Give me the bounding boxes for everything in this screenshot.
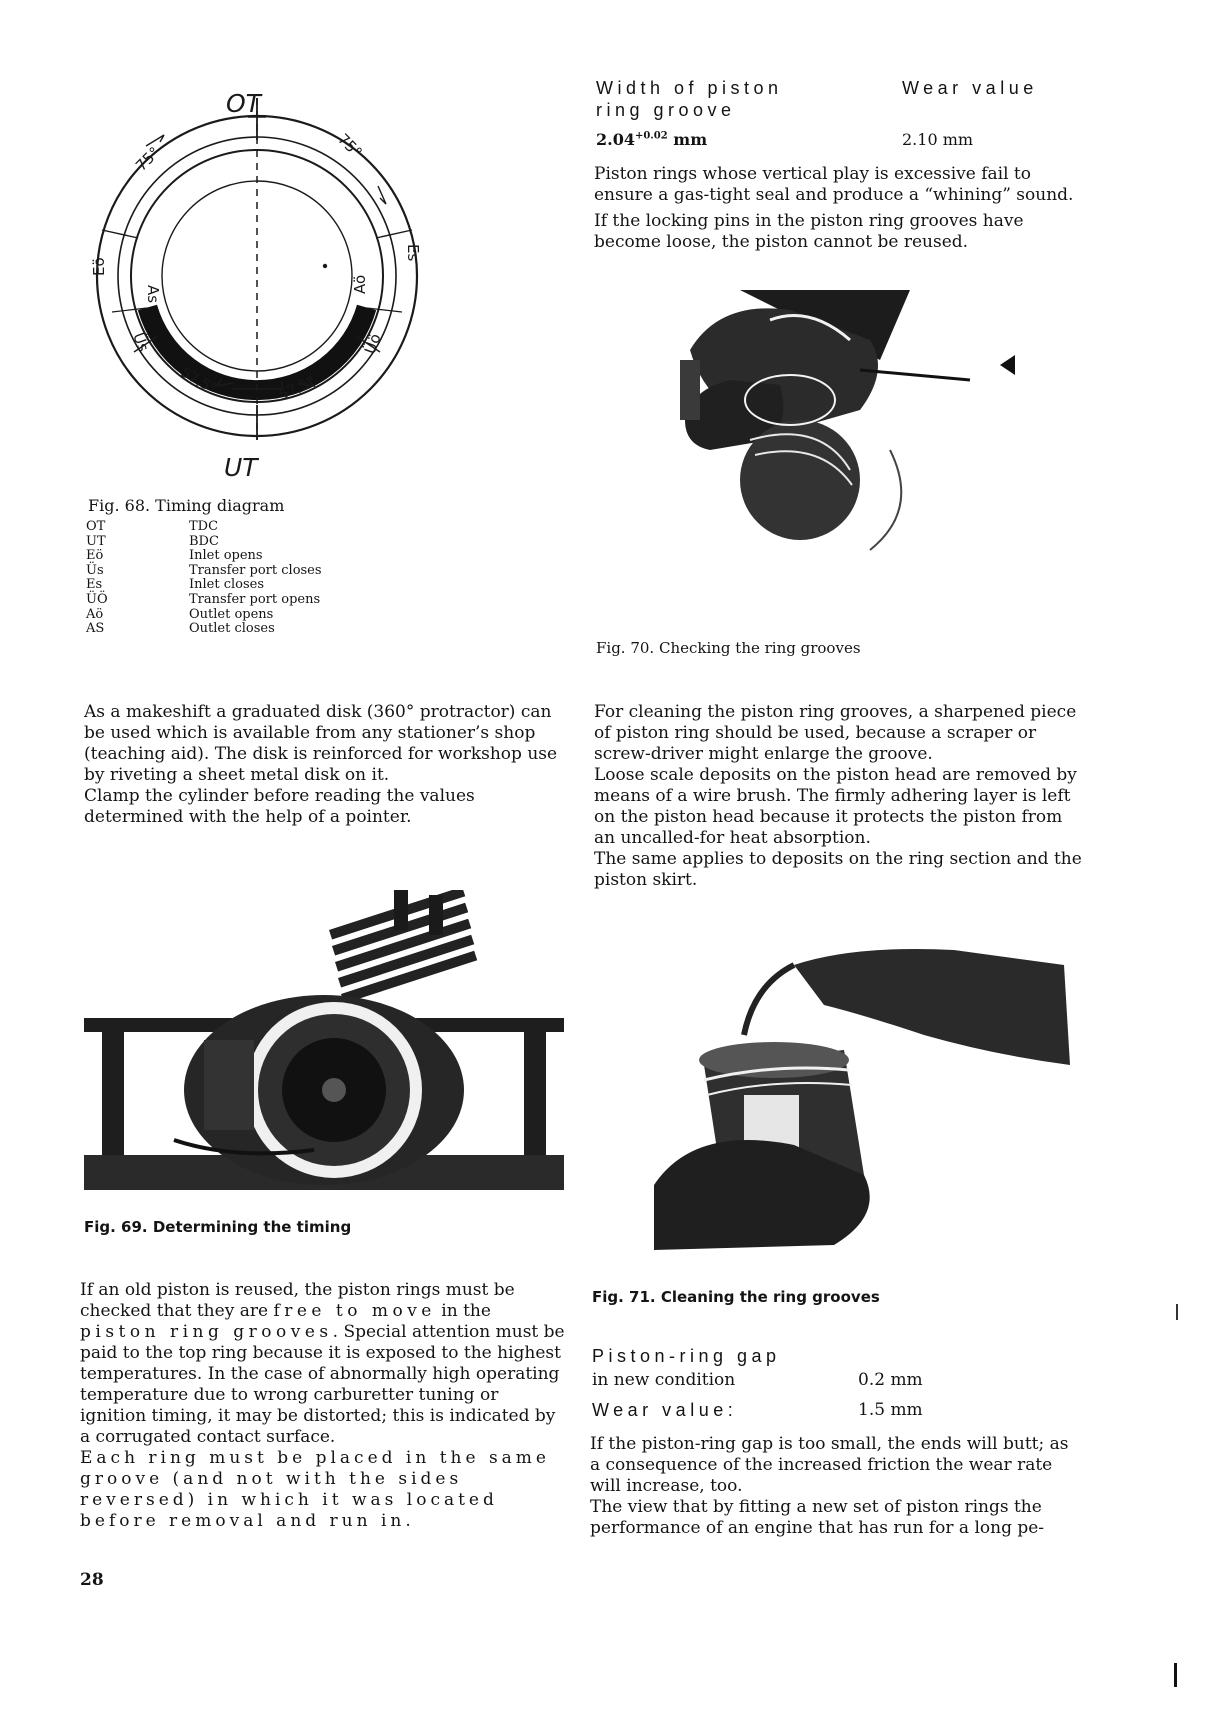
left-bottom-p1 bbox=[80, 1280, 566, 1448]
groove-table-header-1: Width of piston bbox=[596, 78, 783, 98]
right-top-p1: Piston rings whose vertical play is excessive fail to ensure a gas-tight seal and produce a “whining” sound. bbox=[594, 164, 1074, 205]
right-mid-p2: Loose scale deposits on the piston head are removed by means of a wire brush. The firmly adhering layer is left on the piston head because it protects the piston from an uncalled-for heat absorption. bbox=[594, 765, 1077, 848]
fig71-photo bbox=[594, 945, 1070, 1250]
right-mid-p3: The same applies to deposits on the ring section and the piston skirt. bbox=[594, 849, 1082, 890]
groove-table-header-2: ring groove bbox=[596, 100, 736, 120]
timing-diagram bbox=[82, 80, 432, 480]
fig69-illustration bbox=[84, 890, 564, 1190]
label-uo: Üö bbox=[360, 331, 385, 357]
right-top-text bbox=[594, 164, 1084, 253]
left-bottom-t3: in the bbox=[435, 1301, 491, 1321]
groove-width-value bbox=[596, 130, 707, 149]
fig70-photo bbox=[590, 280, 1070, 570]
groove-width-base: 2.04 bbox=[596, 130, 635, 149]
fig69-photo bbox=[84, 890, 564, 1190]
right-bottom-p1: If the piston-ring gap is too small, the ends will butt; as a consequence of the increased friction the wear rate will increase, too. bbox=[590, 1434, 1069, 1496]
label-us: Üs bbox=[129, 330, 153, 355]
fig71-illustration bbox=[594, 945, 1070, 1250]
gap-value-1: 0.2 mm bbox=[858, 1370, 923, 1390]
left-bottom-p2: Each ring must be placed in the same groove (and not with the sides reversed) in which it was located before removal and run in. bbox=[80, 1448, 550, 1531]
fig71-caption: Fig. 71. Cleaning the ring grooves bbox=[592, 1288, 880, 1306]
right-mid-p1: For cleaning the piston ring grooves, a sharpened piece of piston ring should be used, because a scraper or screw-driver might enlarge the groove. bbox=[594, 702, 1077, 764]
left-bottom-free-to-move: free to move bbox=[273, 1301, 436, 1321]
left-mid-text bbox=[84, 702, 570, 828]
label-deg-top-left: 75° bbox=[132, 143, 164, 175]
groove-wear-value: 2.10 mm bbox=[902, 130, 974, 149]
groove-width-unit: mm bbox=[667, 130, 708, 149]
right-bottom-text bbox=[590, 1434, 1084, 1539]
fig70-caption: Fig. 70. Checking the ring grooves bbox=[596, 639, 861, 657]
timing-diagram-svg bbox=[82, 80, 432, 480]
groove-width-tol: +0.02 bbox=[634, 130, 668, 142]
label-eo: Eö bbox=[90, 257, 108, 276]
fig68-legend: OT TDC UT BDC Eö Inlet opens Üs Transfer port closes Es Inlet closes ÜÖ Transfer port opens Aö Outlet opens AS Outlet closes bbox=[86, 519, 322, 637]
label-deg-bottom-left: 57,5° bbox=[178, 364, 220, 398]
label-ot: OT bbox=[226, 89, 261, 118]
left-bottom-t5: . Special attention must be paid to the top ring because it is exposed to the highest temperatures. In the case of abnormally high operating temperature due to wrong carburetter tuning or ignition timing, it may be distorted; this is indicated by a corrugated contact surface. bbox=[80, 1322, 565, 1447]
gap-value-2: 1.5 mm bbox=[858, 1400, 923, 1420]
left-bottom-piston-ring-grooves: piston ring grooves bbox=[80, 1322, 333, 1342]
left-bottom-t1: If an old piston is reused, the piston rings must be checked that they are bbox=[80, 1280, 515, 1321]
label-ut: UT bbox=[224, 453, 258, 480]
right-bottom-p2: The view that by fitting a new set of piston rings the performance of an engine that has run for a long pe- bbox=[590, 1497, 1045, 1538]
fig68-caption: Fig. 68. Timing diagram bbox=[88, 496, 285, 515]
label-ao: Aö bbox=[351, 274, 369, 294]
left-bottom-text bbox=[80, 1280, 566, 1532]
fig70-illustration bbox=[590, 280, 1070, 570]
left-mid-p2: Clamp the cylinder before reading the values determined with the help of a pointer. bbox=[84, 786, 475, 827]
gap-label-2: in new condition bbox=[592, 1370, 736, 1390]
label-deg-top-right: 75° bbox=[334, 130, 366, 162]
label-deg-bottom-right: 57,5° bbox=[276, 372, 319, 404]
scan-mark bbox=[1176, 1304, 1178, 1320]
left-mid-p1: As a makeshift a graduated disk (360° protractor) can be used which is available from any stationer’s shop (teaching aid). The disk is reinforced for workshop use by riveting a sheet metal disk on it. bbox=[84, 702, 558, 785]
scan-mark bbox=[1174, 1663, 1177, 1687]
page-number: 28 bbox=[80, 1570, 104, 1590]
label-es: Es bbox=[404, 244, 422, 262]
right-mid-text bbox=[594, 702, 1084, 891]
right-top-p2: If the locking pins in the piston ring grooves have become loose, the piston cannot be reused. bbox=[594, 211, 1024, 252]
fig69-caption: Fig. 69. Determining the timing bbox=[84, 1218, 352, 1236]
gap-label-1: Piston-ring gap bbox=[592, 1346, 781, 1366]
groove-table-wear-header: Wear value bbox=[902, 78, 1038, 98]
gap-label-3: Wear value: bbox=[592, 1400, 738, 1420]
label-as: As bbox=[144, 285, 162, 304]
